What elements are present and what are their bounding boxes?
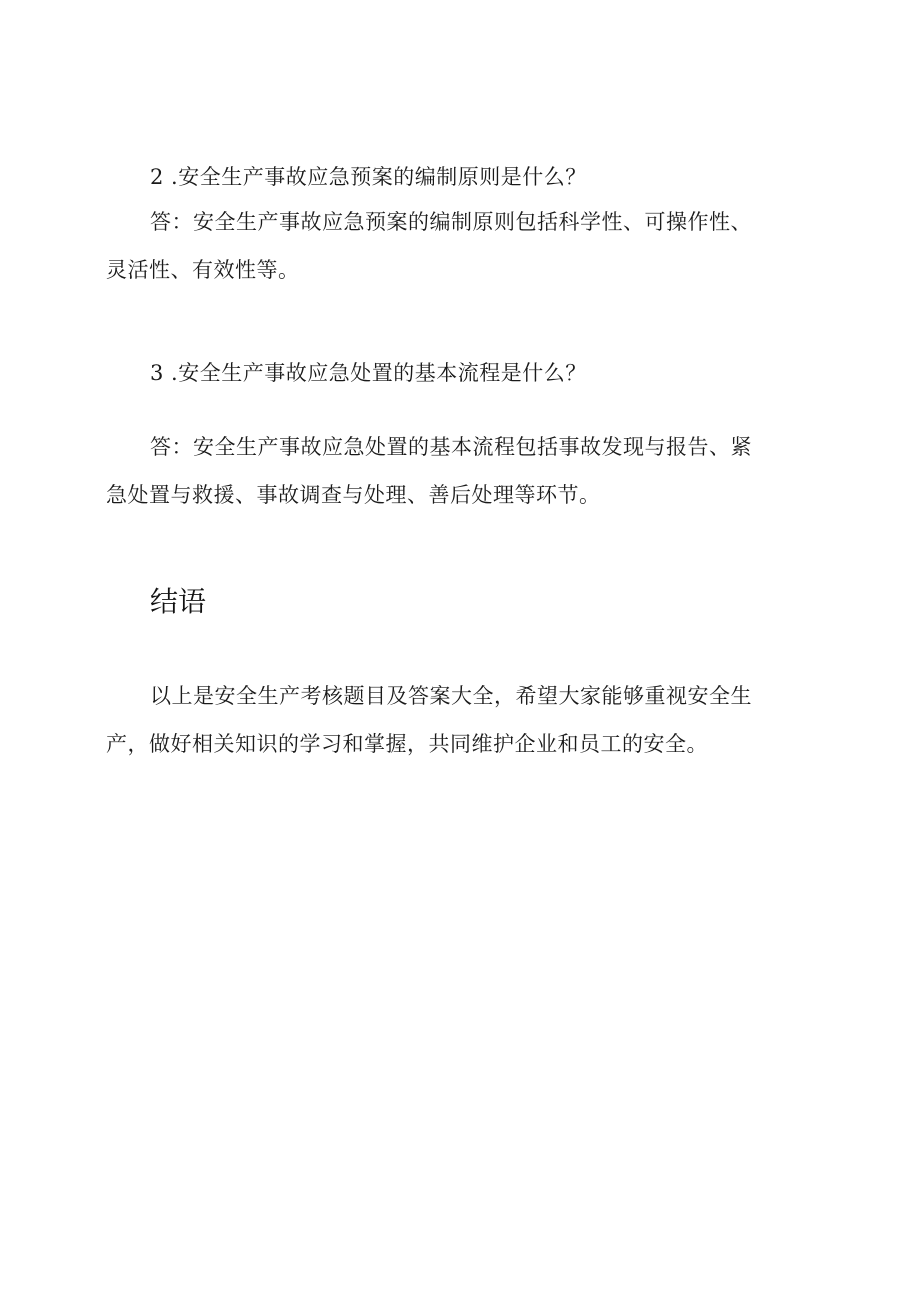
answer-3-line-1: 答：安全生产事故应急处置的基本流程包括事故发现与报告、紧 <box>150 435 752 459</box>
answer-2-line-2: 灵活性、有效性等。 <box>106 258 300 282</box>
answer-2-line-1: 答：安全生产事故应急预案的编制原则包括科学性、可操作性、 <box>150 210 752 234</box>
answer-3-line-2: 急处置与救援、事故调查与处理、善后处理等环节。 <box>106 483 601 507</box>
conclusion-line-2: 产，做好相关知识的学习和掌握，共同维护企业和员工的安全。 <box>106 732 708 756</box>
conclusion-heading: 结语 <box>150 585 207 618</box>
conclusion-line-1: 以上是安全生产考核题目及答案大全，希望大家能够重视安全生 <box>150 684 752 708</box>
question-3-title: 3 .安全生产事故应急处置的基本流程是什么？ <box>150 361 587 385</box>
question-2-title: 2 .安全生产事故应急预案的编制原则是什么？ <box>150 165 587 189</box>
